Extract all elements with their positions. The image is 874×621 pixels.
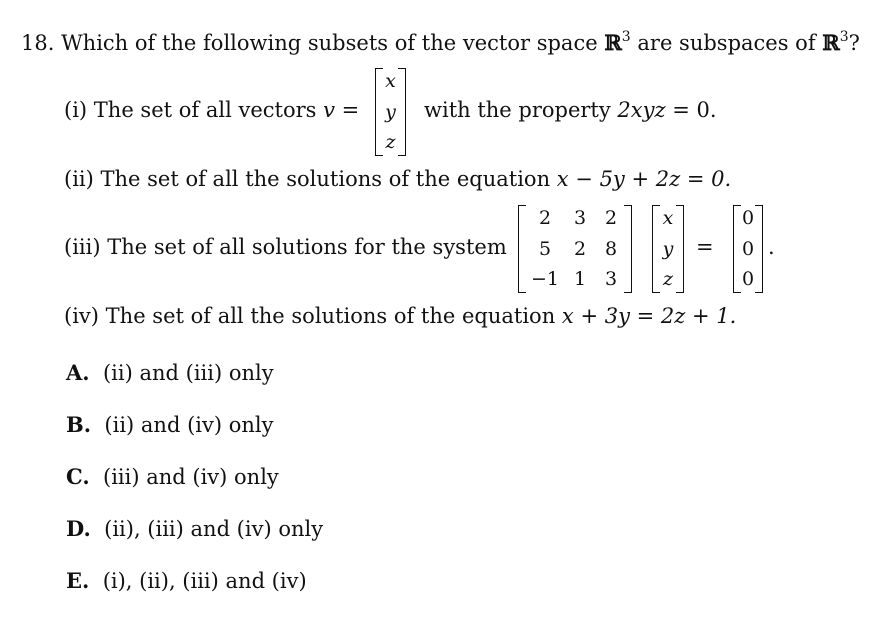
item-ii-label: (ii) bbox=[64, 167, 94, 191]
option-text: (ii) and (iii) only bbox=[102, 361, 274, 385]
variable-vector bbox=[652, 205, 684, 293]
question-stem bbox=[21, 30, 860, 55]
question-number: 18. bbox=[21, 31, 55, 55]
matrix-entry: 8 bbox=[604, 238, 618, 260]
matrix-entry: 2 bbox=[538, 207, 552, 229]
vector-xyz-i bbox=[375, 68, 406, 156]
option-text: (ii), (iii) and (iv) only bbox=[104, 517, 324, 541]
system-equals: = bbox=[696, 235, 714, 259]
matrix-entry: −1 bbox=[530, 268, 559, 290]
vector-entry: z bbox=[662, 268, 673, 290]
coefficient-matrix bbox=[518, 205, 632, 293]
exponent: 3 bbox=[621, 29, 631, 45]
item-iii-text: The set of all solutions for the system bbox=[107, 235, 507, 259]
matrix-entry: 5 bbox=[538, 238, 552, 260]
vector-entry: y bbox=[385, 101, 396, 123]
item-i-property bbox=[424, 98, 717, 122]
property-equals: = 0. bbox=[672, 98, 717, 122]
vector-entry: y bbox=[662, 238, 674, 260]
item-iv bbox=[64, 304, 736, 328]
option-text: (ii) and (iv) only bbox=[104, 413, 274, 437]
vector-entry: 0 bbox=[741, 238, 755, 260]
zero-vector bbox=[733, 205, 763, 293]
equals-sign: = bbox=[341, 98, 360, 122]
matrix-entry: 2 bbox=[604, 207, 618, 229]
vector-entry: 0 bbox=[741, 268, 755, 290]
option-letter: C. bbox=[66, 464, 90, 489]
real-numbers-symbol: ℝ bbox=[604, 30, 622, 55]
item-i-after: with the property bbox=[424, 98, 611, 122]
question-text-mid: are subspaces of bbox=[637, 31, 816, 55]
option-text: (i), (ii), (iii) and (iv) bbox=[102, 569, 307, 593]
option-letter: E. bbox=[66, 568, 90, 593]
property-expression: 2xyz bbox=[617, 98, 666, 122]
item-iv-label: (iv) bbox=[64, 304, 99, 328]
question-text-start: Which of the following subsets of the vector space bbox=[61, 31, 598, 55]
option-letter: A. bbox=[66, 360, 90, 385]
item-ii-text: The set of all the solutions of the equation bbox=[100, 167, 551, 191]
item-i-text: The set of all vectors bbox=[93, 98, 317, 122]
system-period: . bbox=[768, 235, 775, 259]
option-a[interactable] bbox=[66, 360, 274, 385]
option-letter: D. bbox=[66, 516, 91, 541]
item-ii bbox=[64, 167, 731, 191]
option-letter: B. bbox=[66, 412, 92, 437]
option-b[interactable] bbox=[66, 412, 273, 437]
real-numbers-symbol-2: ℝ bbox=[822, 30, 840, 55]
item-iii bbox=[64, 235, 507, 259]
option-c[interactable] bbox=[66, 464, 279, 489]
vector-entry: x bbox=[662, 207, 674, 229]
vector-entry: z bbox=[385, 131, 396, 153]
vector-entry: x bbox=[385, 70, 396, 92]
option-e[interactable] bbox=[66, 568, 307, 593]
item-iii-label: (iii) bbox=[64, 235, 101, 259]
option-text: (iii) and (iv) only bbox=[103, 465, 279, 489]
matrix-entry: 1 bbox=[573, 268, 587, 290]
item-i bbox=[64, 98, 359, 122]
matrix-entry: 2 bbox=[573, 238, 587, 260]
item-iv-text: The set of all the solutions of the equation bbox=[105, 304, 556, 328]
matrix-entry: 3 bbox=[573, 207, 587, 229]
option-d[interactable] bbox=[66, 516, 323, 541]
vector-variable: v bbox=[323, 98, 335, 122]
exponent-2: 3 bbox=[839, 29, 849, 45]
item-iv-equation: x + 3y = 2z + 1. bbox=[561, 304, 737, 328]
item-ii-equation: x − 5y + 2z = 0. bbox=[556, 167, 732, 191]
question-mark: ? bbox=[848, 31, 860, 55]
vector-entry: 0 bbox=[741, 207, 755, 229]
item-i-label: (i) bbox=[64, 98, 88, 122]
matrix-entry: 3 bbox=[604, 268, 618, 290]
